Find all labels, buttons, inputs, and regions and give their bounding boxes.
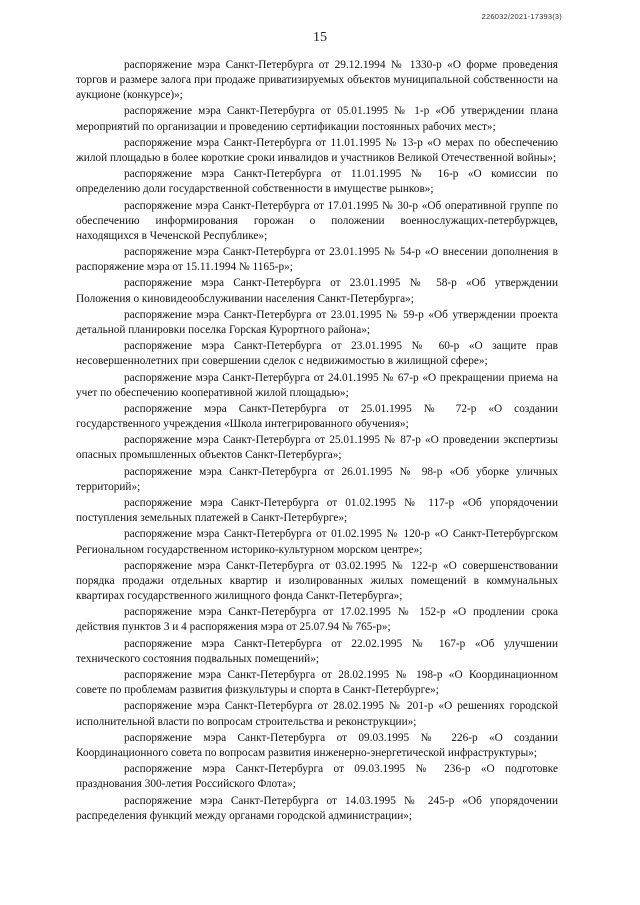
list-item: распоряжение мэра Санкт-Петербурга от 01.02.1995 № 117-р «Об упорядочении поступления земельных платежей в Санкт-Петербурге»; [76, 497, 558, 525]
list-item: распоряжение мэра Санкт-Петербурга от 23.01.1995 № 59-р «Об утверждении проекта детальной планировки поселка Горская Курортного района»; [76, 308, 558, 336]
list-item: распоряжение мэра Санкт-Петербурга от 28.02.1995 № 201-р «О решениях городской исполнительной власти по вопросам строительства и реконструкции»; [76, 700, 558, 728]
list-item: распоряжение мэра Санкт-Петербурга от 14.03.1995 № 245-р «Об упорядочении распределения функций между органами городской администрации»; [76, 794, 558, 822]
list-item: распоряжение мэра Санкт-Петербурга от 03.02.1995 № 122-р «О совершенствовании порядка продажи отдельных квартир и изолированных жилых помещений в коммунальных квартирах государственного жилищного фонда Санкт-Петербурга»; [76, 559, 558, 602]
document-body [76, 58, 558, 825]
list-item: распоряжение мэра Санкт-Петербурга от 17.02.1995 № 152-р «О продлении срока действия пунктов 3 и 4 распоряжения мэра от 25.07.94 № 765-р»; [76, 606, 558, 634]
list-item: распоряжение мэра Санкт-Петербурга от 05.01.1995 № 1-р «Об утверждении плана мероприятий по организации и проведению сертификации постоянных рабочих мест»; [76, 105, 558, 133]
list-item: распоряжение мэра Санкт-Петербурга от 26.01.1995 № 98-р «Об уборке уличных территорий»; [76, 465, 558, 493]
list-item: распоряжение мэра Санкт-Петербурга от 11.01.1995 № 16-р «О комиссии по определению доли государственной собственности в имуществе рынков»; [76, 168, 558, 196]
document-registration-code: 226032/2021-17393(3) [481, 12, 562, 21]
list-item: распоряжение мэра Санкт-Петербурга от 28.02.1995 № 198-р «О Координационном совете по проблемам развития физкультуры и спорта в Санкт-Петербурге»; [76, 669, 558, 697]
list-item: распоряжение мэра Санкт-Петербурга от 24.01.1995 № 67-р «О прекращении приема на учет по обеспечению кооперативной жилой площадью»; [76, 371, 558, 399]
page-number: 15 [313, 30, 327, 45]
list-item: распоряжение мэра Санкт-Петербурга от 23.01.1995 № 60-р «О защите прав несовершеннолетних при совершении сделок с недвижимостью в жилищной сфере»; [76, 340, 558, 368]
list-item: распоряжение мэра Санкт-Петербурга от 01.02.1995 № 120-р «О Санкт-Петербургском Региональном государственном историко-культурном морском центре»; [76, 528, 558, 556]
list-item: распоряжение мэра Санкт-Петербурга от 09.03.1995 № 236-р «О подготовке празднования 300-летия Российского Флота»; [76, 763, 558, 791]
list-item: распоряжение мэра Санкт-Петербурга от 23.01.1995 № 54-р «О внесении дополнения в распоряжение мэра от 15.11.1994 № 1165-р»; [76, 246, 558, 274]
list-item: распоряжение мэра Санкт-Петербурга от 09.03.1995 № 226-р «О создании Координационного совета по вопросам развития инженерно-энергетической инфраструктуры»; [76, 731, 558, 759]
list-item: распоряжение мэра Санкт-Петербурга от 17.01.1995 № 30-р «Об оперативной группе по обеспечению информирования горожан о положении военнослужащих-петербуржцев, находящихся в Чеченской Республике»; [76, 199, 558, 242]
list-item: распоряжение мэра Санкт-Петербурга от 11.01.1995 № 13-р «О мерах по обеспечению жилой площадью в более короткие сроки инвалидов и участников Великой Отечественной войны»; [76, 136, 558, 164]
list-item: распоряжение мэра Санкт-Петербурга от 29.12.1994 № 1330-р «О форме проведения торгов и размере залога при продаже приватизируемых объектов муниципальной собственности на аукционе (конкурсе)»; [76, 59, 558, 102]
list-item: распоряжение мэра Санкт-Петербурга от 25.01.1995 № 72-р «О создании государственного учреждения «Школа интегрированного обучения»; [76, 402, 558, 431]
list-item: распоряжение мэра Санкт-Петербурга от 23.01.1995 № 58-р «Об утверждении Положения о киновидеообслуживании населения Санкт-Петербурга»; [76, 277, 558, 305]
list-item: распоряжение мэра Санкт-Петербурга от 22.02.1995 № 167-р «Об улучшении технического состояния подвальных помещений»; [76, 637, 558, 665]
list-item: распоряжение мэра Санкт-Петербурга от 25.01.1995 № 87-р «О проведении экспертизы опасных промышленных объектов Санкт-Петербурга»; [76, 434, 558, 462]
